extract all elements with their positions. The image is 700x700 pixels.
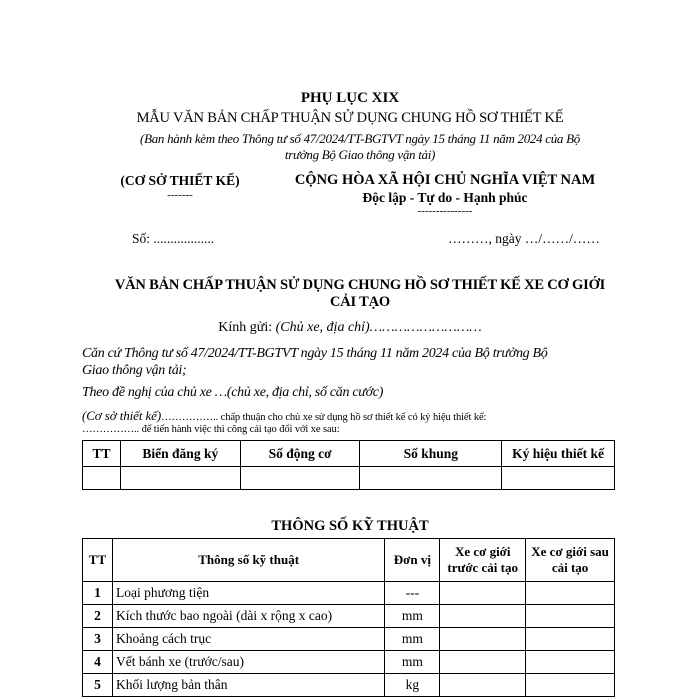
- cell-plate[interactable]: [120, 467, 240, 490]
- spec-col-after: [526, 539, 615, 582]
- row-before[interactable]: [440, 628, 526, 651]
- cell-design-code[interactable]: [502, 467, 615, 490]
- vehicle-table: [82, 440, 615, 490]
- row-param: Kích thước bao ngoài (dài x rộng x cao): [112, 605, 384, 628]
- col-plate: Biển đăng ký: [120, 441, 240, 467]
- document-date: ………, ngày …/……/……: [448, 231, 600, 246]
- document-number: Số: ..................: [132, 231, 215, 246]
- issued-note: [80, 131, 640, 163]
- col-chassis: Số khung: [360, 441, 502, 467]
- row-param: Loại phương tiện: [112, 582, 384, 605]
- approval-text: …………….. chấp thuận cho chủ xe sử dụng hồ sơ thiết kế có ký hiệu thiết kế:: [161, 412, 487, 423]
- table-row: [83, 628, 615, 651]
- spec-col-unit: Đơn vị: [385, 539, 440, 582]
- spec-title: THÔNG SỐ KỸ THUẬT: [271, 518, 429, 534]
- table-row: [83, 651, 615, 674]
- row-after[interactable]: [526, 651, 615, 674]
- spec-col-before-line2: trước cải tạo: [447, 560, 519, 575]
- row-unit: mm: [385, 651, 440, 674]
- row-unit: mm: [385, 628, 440, 651]
- row-unit: mm: [385, 605, 440, 628]
- form-title: MẪU VĂN BẢN CHẤP THUẬN SỬ DỤNG CHUNG HỒ SƠ THIẾT KẾ: [136, 110, 564, 126]
- spec-col-before-line1: Xe cơ giới: [454, 544, 511, 559]
- vehicle-table-row: [83, 467, 615, 490]
- approval-line-2: …………….. để tiến hành việc thi công cải tạo đối với xe sau:: [82, 424, 340, 435]
- row-tt: 5: [83, 674, 113, 697]
- spec-col-after-line2: cải tạo: [551, 560, 589, 575]
- approval-org: (Cơ sở thiết kế): [82, 408, 162, 423]
- document-title: [80, 277, 640, 311]
- table-row: [83, 605, 615, 628]
- col-tt: TT: [83, 441, 121, 467]
- col-design-code: Ký hiệu thiết kế: [502, 441, 615, 467]
- org-name: (CƠ SỞ THIẾT KẾ): [120, 173, 240, 188]
- row-before[interactable]: [440, 651, 526, 674]
- table-row: [83, 582, 615, 605]
- recipient-value: (Chủ xe, địa chỉ)………………………: [275, 320, 482, 335]
- issued-note-line1: (Ban hành kèm theo Thông tư số 47/2024/TT-BGTVT ngày 15 tháng 11 năm 2024 của Bộ: [140, 131, 580, 146]
- row-unit: ---: [385, 582, 440, 605]
- row-before[interactable]: [440, 605, 526, 628]
- country-name: CỘNG HÒA XÃ HỘI CHỦ NGHĨA VIỆT NAM: [294, 172, 596, 188]
- spec-table: [82, 538, 615, 697]
- spec-col-after-line1: Xe cơ giới sau: [531, 544, 609, 559]
- row-tt: 1: [83, 582, 113, 605]
- document-title-line1: VĂN BẢN CHẤP THUẬN SỬ DỤNG CHUNG HỒ SƠ THIẾT KẾ XE CƠ GIỚI: [114, 277, 606, 293]
- cell-chassis[interactable]: [360, 467, 502, 490]
- row-tt: 3: [83, 628, 113, 651]
- org-divider: -------: [167, 189, 193, 201]
- row-after[interactable]: [526, 674, 615, 697]
- legal-basis: [82, 345, 627, 379]
- row-before[interactable]: [440, 674, 526, 697]
- row-tt: 2: [83, 605, 113, 628]
- spec-col-tt: TT: [83, 539, 113, 582]
- cell-tt[interactable]: [83, 467, 121, 490]
- issued-note-line2: trưởng Bộ Giao thông vận tải): [284, 147, 436, 162]
- row-param: Khoảng cách trục: [112, 628, 384, 651]
- national-motto: Độc lập - Tự do - Hạnh phúc: [362, 190, 528, 205]
- motto-divider: ---------------: [417, 205, 473, 217]
- row-after[interactable]: [526, 628, 615, 651]
- recipient-line: [0, 320, 700, 336]
- recipient-label: Kính gửi:: [218, 320, 276, 335]
- document-title-line2: CẢI TẠO: [330, 294, 390, 310]
- row-unit: kg: [385, 674, 440, 697]
- spec-table-header: [83, 539, 615, 582]
- row-after[interactable]: [526, 582, 615, 605]
- row-before[interactable]: [440, 582, 526, 605]
- row-param: Vết bánh xe (trước/sau): [112, 651, 384, 674]
- row-tt: 4: [83, 651, 113, 674]
- legal-basis-line1: Căn cứ Thông tư số 47/2024/TT-BGTVT ngày 15 tháng 11 năm 2024 của Bộ trưởng Bộ: [82, 346, 548, 361]
- row-after[interactable]: [526, 605, 615, 628]
- spec-col-param: Thông số kỹ thuật: [112, 539, 384, 582]
- legal-basis-line2: Giao thông vận tải;: [82, 363, 187, 378]
- spec-col-before: [440, 539, 526, 582]
- vehicle-table-header: [83, 441, 615, 467]
- row-param: Khối lượng bản thân: [112, 674, 384, 697]
- cell-engine[interactable]: [240, 467, 360, 490]
- table-row: [83, 674, 615, 697]
- appendix-title: PHỤ LỤC XIX: [300, 90, 400, 106]
- col-engine: Số động cơ: [240, 441, 360, 467]
- approval-line: [82, 408, 486, 424]
- request-line: Theo đề nghị của chủ xe …(chủ xe, địa chỉ, số căn cước): [82, 385, 384, 400]
